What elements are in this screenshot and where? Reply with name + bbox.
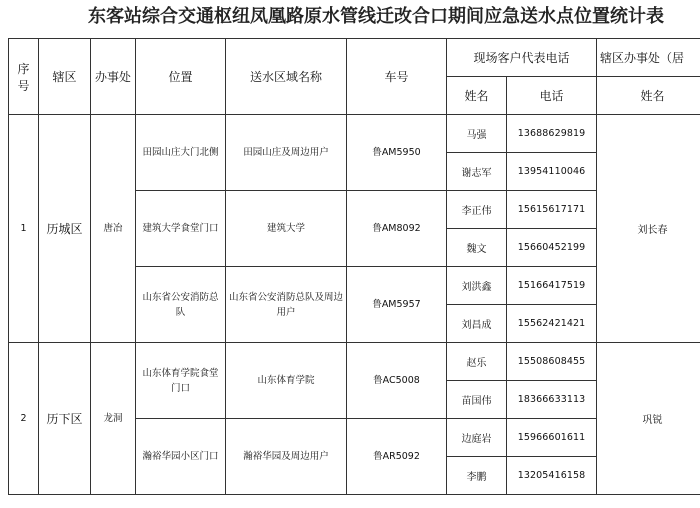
header-contact-name: 姓名 [447,77,507,115]
group-district: 历城区 [39,115,91,343]
contact-phone: 15660452199 [507,229,597,267]
header-area: 送水区域名称 [226,39,347,115]
point-location: 山东体育学院食堂门口 [136,343,226,419]
point-area: 田园山庄及周边用户 [226,115,347,191]
table-title: 东客站综合交通枢纽凤凰路原水管线迁改合口期间应急送水点位置统计表 [88,6,664,27]
group-office: 唐冶 [91,115,136,343]
point-location: 田园山庄大门北侧 [136,115,226,191]
point-plate: 鲁AR5092 [347,419,447,495]
header-location: 位置 [136,39,226,115]
header-office: 办事处 [91,39,136,115]
header-contact-phone: 电话 [507,77,597,115]
point-area: 山东省公安消防总队及周边用户 [226,267,347,343]
contact-name: 李正伟 [447,191,507,229]
office-contact-name: 巩锐 [597,343,700,495]
header-seq: 序号 [9,39,39,115]
group-district: 历下区 [39,343,91,495]
contact-phone: 15966601611 [507,419,597,457]
office-contact-name: 刘长春 [597,115,700,343]
point-location: 建筑大学食堂门口 [136,191,226,267]
header-office-group: 辖区办事处（居 [597,39,700,77]
point-plate: 鲁AM5957 [347,267,447,343]
point-plate: 鲁AC5008 [347,343,447,419]
contact-name: 边庭岩 [447,419,507,457]
contact-phone: 13205416158 [507,457,597,495]
contact-name: 刘洪鑫 [447,267,507,305]
point-location: 山东省公安消防总队 [136,267,226,343]
header-office-name: 姓名 [597,77,700,115]
water-point-table [8,38,700,495]
contact-phone: 15562421421 [507,305,597,343]
group-seq: 1 [9,115,39,343]
point-location: 瀚裕华园小区门口 [136,419,226,495]
header-contact-group: 现场客户代表电话 [447,39,597,77]
point-area: 山东体育学院 [226,343,347,419]
contact-name: 马强 [447,115,507,153]
group-office: 龙洞 [91,343,136,495]
contact-phone: 13688629819 [507,115,597,153]
contact-name: 赵乐 [447,343,507,381]
contact-name: 刘昌成 [447,305,507,343]
contact-phone: 15508608455 [507,343,597,381]
point-area: 建筑大学 [226,191,347,267]
point-area: 瀚裕华园及周边用户 [226,419,347,495]
contact-name: 魏文 [447,229,507,267]
contact-phone: 15166417519 [507,267,597,305]
contact-phone: 15615617171 [507,191,597,229]
header-plate: 车号 [347,39,447,115]
point-plate: 鲁AM5950 [347,115,447,191]
contact-phone: 18366633113 [507,381,597,419]
contact-name: 苗国伟 [447,381,507,419]
contact-phone: 13954110046 [507,153,597,191]
group-seq: 2 [9,343,39,495]
point-plate: 鲁AM8092 [347,191,447,267]
contact-name: 谢志军 [447,153,507,191]
contact-name: 李鹏 [447,457,507,495]
header-district: 辖区 [39,39,91,115]
